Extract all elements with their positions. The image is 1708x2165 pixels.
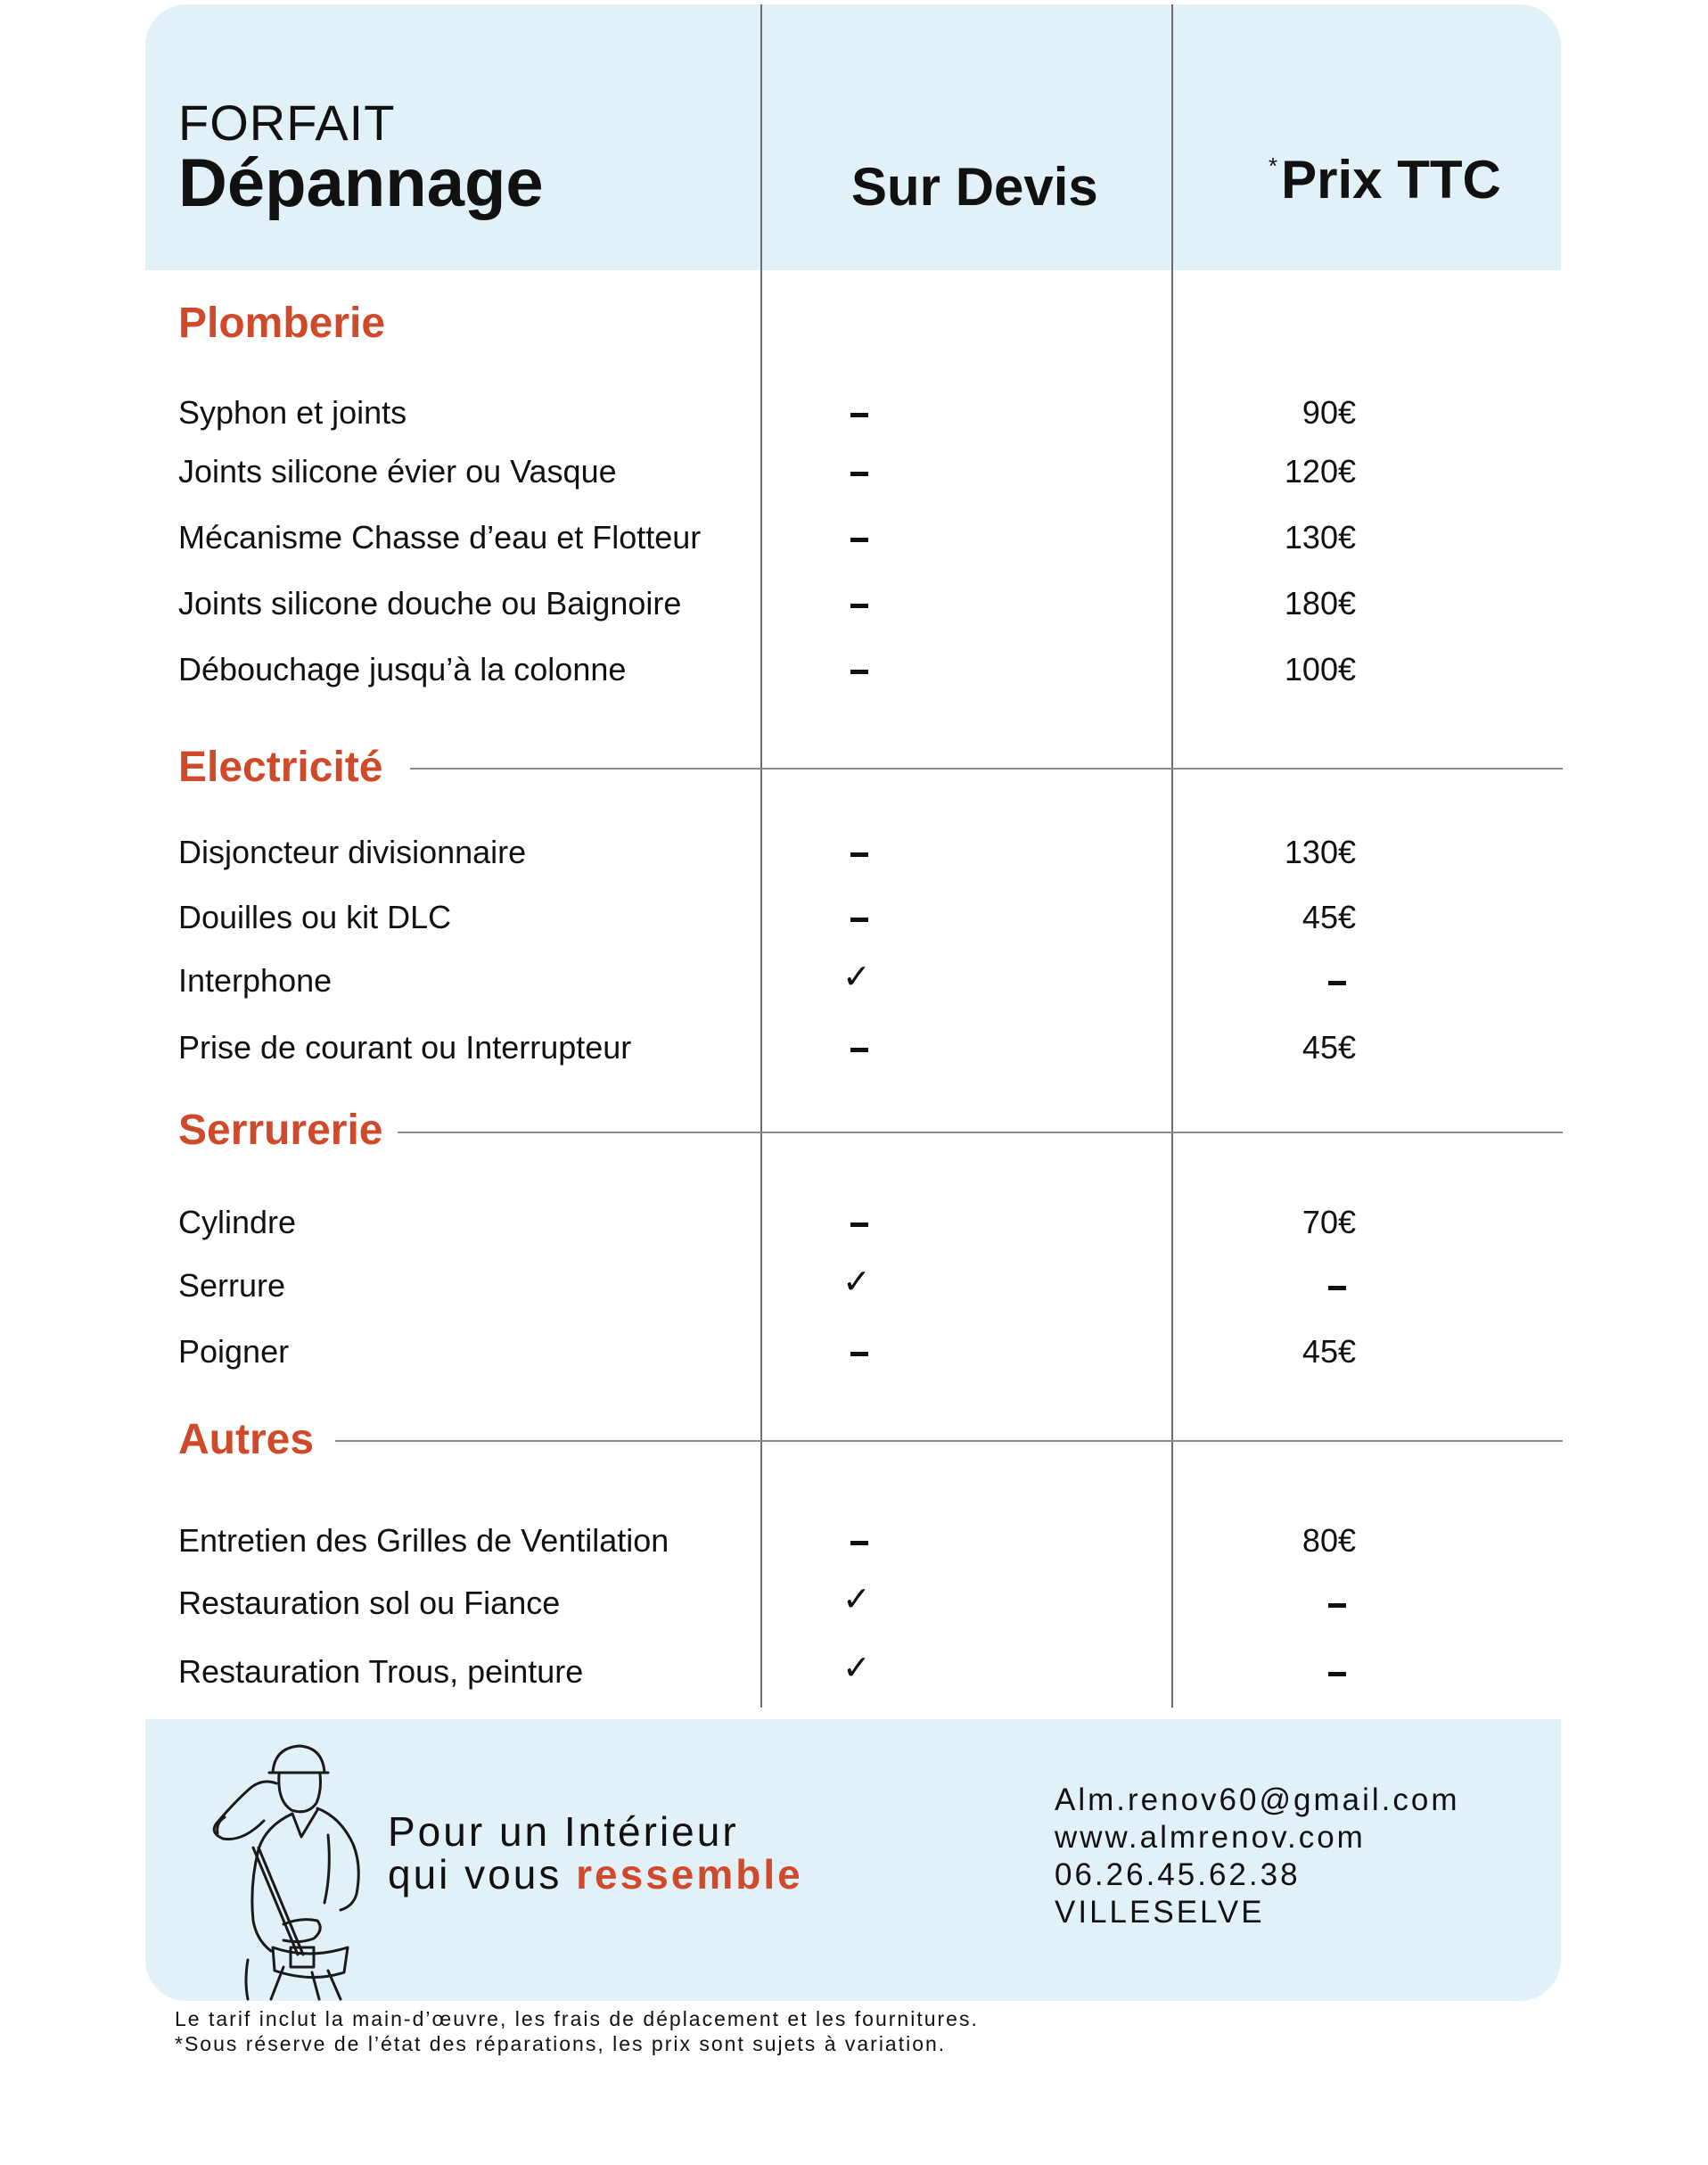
dash-icon [850, 918, 868, 922]
price-value: 45€ [1302, 1333, 1356, 1370]
check-icon: ✓ [842, 1650, 871, 1687]
row-label: Serrure [178, 1267, 286, 1304]
dash-icon [1328, 1672, 1346, 1676]
footnotes [175, 2006, 979, 2056]
price-value: 45€ [1302, 899, 1356, 935]
row-label: Entretien des Grilles de Ventilation [178, 1522, 669, 1559]
tagline: Pour un Intérieur qui vous ressemble [388, 1808, 803, 1897]
section-divider [398, 1132, 1563, 1133]
dash-icon [1328, 1603, 1346, 1608]
dash-icon [850, 1048, 868, 1052]
row-label: Restauration Trous, peinture [178, 1653, 584, 1690]
dash-icon [850, 472, 868, 476]
price-value: 80€ [1302, 1522, 1356, 1559]
tagline-accent: ressemble [576, 1851, 803, 1897]
asterisk-mark: * [1269, 152, 1278, 179]
section-heading: Autres [178, 1416, 315, 1463]
section-divider [335, 1440, 1563, 1442]
dash-icon [850, 1222, 868, 1227]
phone-number[interactable]: 06.26.45.62.38 [1055, 1857, 1301, 1892]
column-divider [760, 4, 762, 1708]
email-link[interactable]: Alm.renov60@gmail.com [1055, 1782, 1460, 1817]
column-header-devis: Sur Devis [851, 157, 1098, 217]
forfait-label: FORFAIT [178, 95, 396, 151]
dash-icon [1328, 981, 1346, 985]
price-value: 180€ [1284, 585, 1356, 622]
footnote-line: Le tarif inclut la main-d’œuvre, les frais de déplacement et les fournitures. [175, 2007, 979, 2030]
check-icon: ✓ [842, 1264, 871, 1301]
price-value: 130€ [1284, 519, 1356, 556]
price-sheet [145, 4, 1561, 2001]
worker-illustration [194, 1737, 364, 2001]
dash-icon [850, 1541, 868, 1545]
dash-icon [850, 413, 868, 417]
dash-icon [850, 670, 868, 674]
column-divider [1171, 4, 1173, 1708]
row-label: Disjoncteur divisionnaire [178, 834, 527, 870]
footnote-line: *Sous réserve de l’état des réparations, les prix sont sujets à variation. [175, 2032, 947, 2055]
section-divider [410, 768, 1563, 770]
page-title: Dépannage [178, 145, 544, 221]
row-label: Restauration sol ou Fiance [178, 1585, 561, 1621]
section-heading: Electricité [178, 744, 383, 791]
row-label: Interphone [178, 962, 333, 999]
website-link[interactable]: www.almrenov.com [1055, 1820, 1366, 1855]
row-label: Cylindre [178, 1204, 297, 1240]
row-label: Prise de courant ou Interrupteur [178, 1029, 632, 1066]
price-value: 130€ [1284, 834, 1356, 870]
price-value: 120€ [1284, 453, 1356, 490]
city-label: VILLESELVE [1055, 1895, 1265, 1930]
contact-block [1055, 1782, 1460, 1931]
row-label: Joints silicone évier ou Vasque [178, 453, 617, 490]
price-value: 70€ [1302, 1204, 1356, 1240]
price-value: 45€ [1302, 1029, 1356, 1066]
row-label: Débouchage jusqu’à la colonne [178, 651, 627, 687]
price-value: 90€ [1302, 394, 1356, 431]
row-label: Joints silicone douche ou Baignoire [178, 585, 682, 622]
check-icon: ✓ [842, 959, 871, 996]
section-heading: Serrurerie [178, 1107, 383, 1154]
price-value: 100€ [1284, 651, 1356, 687]
section-heading: Plomberie [178, 300, 386, 347]
row-label: Syphon et joints [178, 394, 407, 431]
column-header-prix: *Prix TTC [1269, 150, 1501, 210]
dash-icon [850, 538, 868, 542]
row-label: Douilles ou kit DLC [178, 899, 452, 935]
row-label: Poigner [178, 1333, 290, 1370]
check-icon: ✓ [842, 1581, 871, 1618]
dash-icon [850, 852, 868, 857]
dash-icon [850, 604, 868, 608]
dash-icon [850, 1352, 868, 1356]
dash-icon [1328, 1286, 1346, 1290]
row-label: Mécanisme Chasse d’eau et Flotteur [178, 519, 702, 556]
